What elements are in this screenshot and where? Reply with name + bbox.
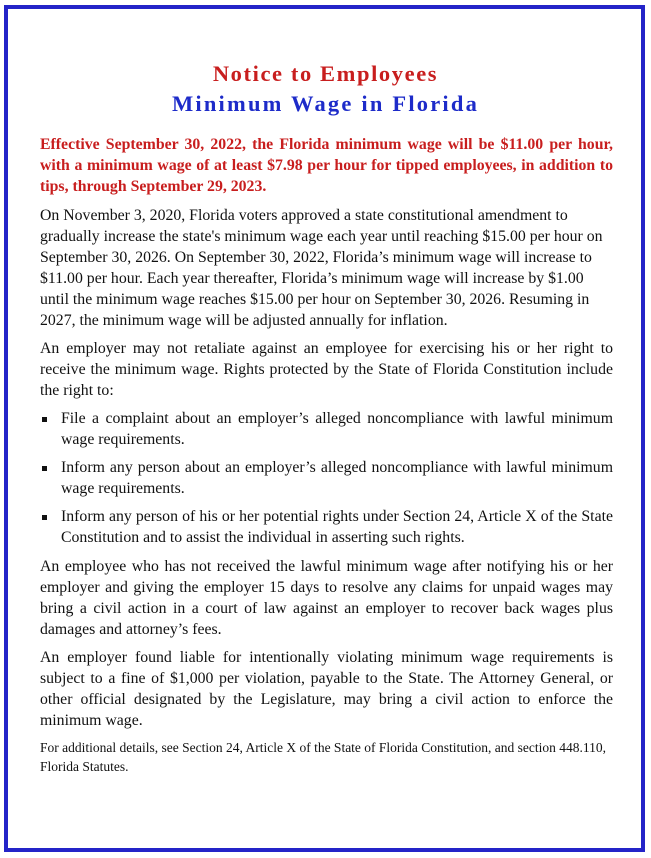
civil-action-paragraph: An employee who has not received the lawful minimum wage after notifying his or her employer and giving the employer 15 days to resolve any claims for unpaid wages may bring a civil action in a court of law against an employer to recover back wages plus damages and attorney’s fees.: [40, 558, 613, 638]
bullet-icon: [42, 515, 47, 520]
rights-list-item: [40, 506, 613, 548]
penalty-paragraph: An employer found liable for intentionally violating minimum wage requirements is subject to a fine of $1,000 per violation, payable to the State. The Attorney General, or other official designated by the Legislature, may bring a civil action to enforce the minimum wage.: [40, 649, 613, 729]
effective-date-notice: Effective September 30, 2022, the Florida minimum wage will be $11.00 per hour, with a minimum wage of at least $7.98 per hour for tipped employees, in addition to tips, through September 29, 2023.: [40, 136, 613, 195]
rights-list: [40, 408, 613, 548]
bullet-icon: [42, 466, 47, 471]
retaliation-paragraph: An employer may not retaliate against an employee for exercising his or her right to receive the minimum wage. Rights protected by the State of Florida Constitution include the right to:: [40, 340, 613, 399]
notice-body: [40, 134, 613, 776]
notice-title: Notice to Employees: [212, 61, 439, 86]
additional-details-note: For additional details, see Section 24, Article X of the State of Florida Constitution, and section 448.110, Florida Statutes.: [40, 740, 607, 774]
rights-list-item: [40, 408, 613, 450]
rights-item-text: File a complaint about an employer’s alleged noncompliance with lawful minimum wage requirements.: [61, 410, 613, 448]
bullet-icon: [42, 417, 47, 422]
rights-item-text: Inform any person of his or her potential rights under Section 24, Article X of the State Constitution and to assist the individual in asserting such rights.: [61, 508, 613, 546]
rights-item-text: Inform any person about an employer’s alleged noncompliance with lawful minimum wage requirements.: [61, 459, 613, 497]
notice-subtitle: Minimum Wage in Florida: [171, 91, 480, 116]
amendment-paragraph: On November 3, 2020, Florida voters approved a state constitutional amendment to gradually increase the state's minimum wage each year until reaching $15.00 per hour on September 30, 2026. On September 30, 2022, Florida’s minimum wage will increase to $11.00 per hour. Each year thereafter, Florida’s minimum wage will increase by $1.00 until the minimum wage reaches $15.00 per hour on September 30, 2026. Resuming in 2027, the minimum wage will be adjusted annually for inflation.: [40, 207, 603, 329]
rights-list-item: [40, 457, 613, 499]
